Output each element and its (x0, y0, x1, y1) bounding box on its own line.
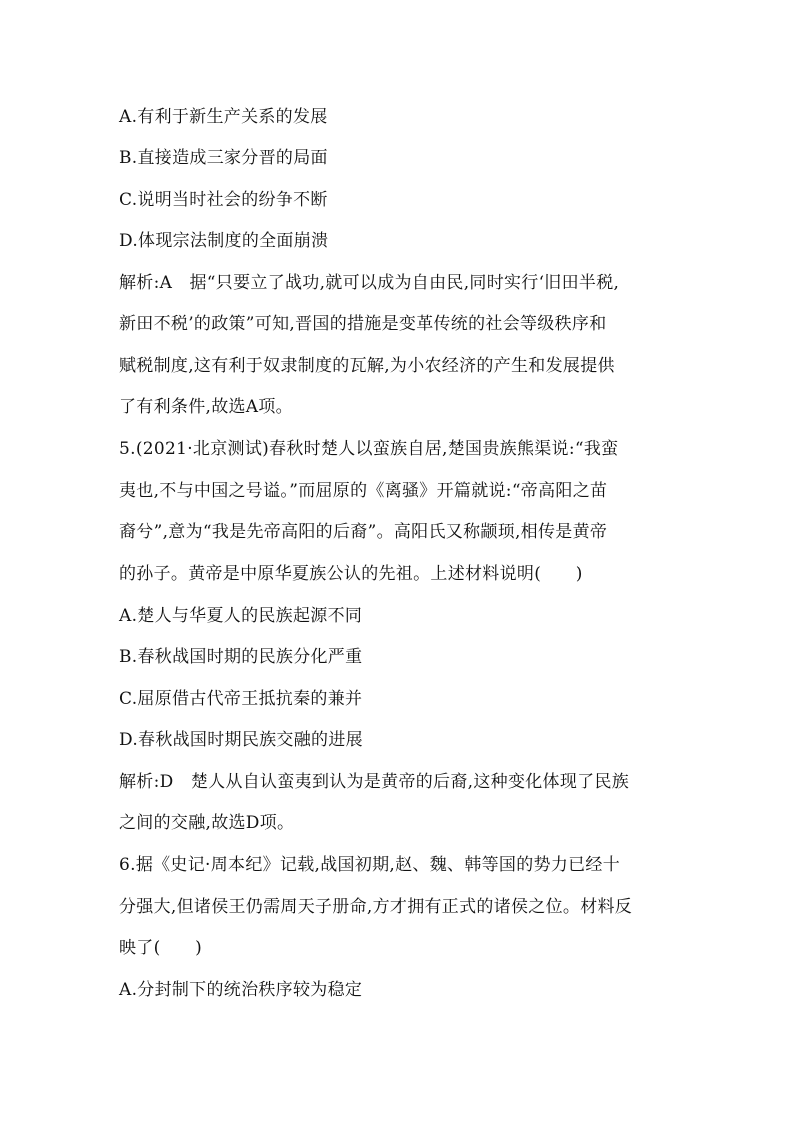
option-a-q6: A.分封制下的统治秩序较为稳定 (119, 980, 363, 1000)
analysis-q5-line-2: 之间的交融,故选D项。 (119, 813, 295, 833)
option-b-q5: B.春秋战国时期的民族分化严重 (119, 647, 363, 667)
option-b-q4: B.直接造成三家分晋的局面 (119, 148, 328, 168)
option-c-q4: C.说明当时社会的纷争不断 (119, 190, 328, 210)
analysis-q4-line-4: 了有利条件,故选A项。 (119, 397, 293, 417)
question-6-line-2: 分强大,但诸侯王仍需周天子册命,方才拥有正式的诸侯之位。材料反 (119, 897, 633, 917)
question-5-line-1: 5.(2021·北京测试)春秋时楚人以蛮族自居,楚国贵族熊渠说:“我蛮 (119, 439, 619, 459)
question-5-line-4: 的孙子。黄帝是中原华夏族公认的先祖。上述材料说明( ) (119, 564, 583, 584)
option-a-q5: A.楚人与华夏人的民族起源不同 (119, 606, 363, 626)
option-d-q5: D.春秋战国时期民族交融的进展 (119, 730, 363, 750)
option-a-q4: A.有利于新生产关系的发展 (119, 107, 328, 127)
analysis-q4-line-3: 赋税制度,这有利于奴隶制度的瓦解,为小农经济的产生和发展提供 (119, 356, 615, 376)
option-c-q5: C.屈原借古代帝王抵抗秦的兼并 (119, 689, 363, 709)
analysis-q5-line-1: 解析:D 楚人从自认蛮夷到认为是黄帝的后裔,这种变化体现了民族 (119, 772, 630, 792)
question-6-line-3: 映了( ) (119, 938, 203, 958)
analysis-q4-line-2: 新田不税’的政策”可知,晋国的措施是变革传统的社会等级秩序和 (119, 314, 607, 334)
analysis-q4-line-1: 解析:A 据“只要立了战功,就可以成为自由民,同时实行‘旧田半税, (119, 273, 620, 293)
question-5-line-2: 夷也,不与中国之号谥。”而屈原的《离骚》开篇就说:“帝高阳之苗 (119, 481, 608, 501)
question-6-line-1: 6.据《史记·周本纪》记载,战国初期,赵、魏、韩等国的势力已经十 (119, 855, 621, 875)
option-d-q4: D.体现宗法制度的全面崩溃 (119, 231, 329, 251)
question-5-line-3: 裔兮”,意为“我是先帝高阳的后裔”。高阳氏又称颛顼,相传是黄帝 (119, 522, 608, 542)
